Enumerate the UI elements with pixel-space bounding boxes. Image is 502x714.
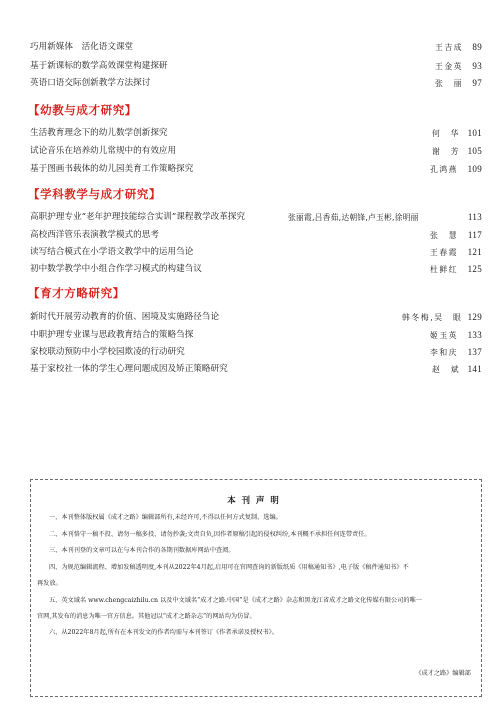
toc-item[interactable] (30, 329, 482, 342)
toc-item-page: 93 (472, 61, 482, 71)
toc-item-page: 133 (467, 330, 482, 340)
toc-item-author: 王金英 (435, 62, 464, 71)
toc-item[interactable] (30, 346, 482, 359)
toc-item[interactable] (30, 363, 482, 376)
toc-item-page: 121 (467, 247, 482, 257)
toc-item[interactable] (30, 145, 482, 158)
notice-line: 五、英文域名 www.chengcaizhilu.cn 以及中文域名“成才之路.中国”是《成才之路》杂志和黑龙江省成才之路文化传媒有限公司的唯一 (49, 597, 422, 604)
notice-line: 六、从2022年8月起,所有在本刊发文的作者均需与本刊签订《作者承诺及授权书》。 (49, 629, 278, 636)
toc-item-page: 125 (467, 264, 482, 274)
notice-line: 官网,其发布的消息为唯一官方信息。其他冠以“成才之路杂志”的网站均为仿冒。 (37, 613, 256, 620)
toc-item-page: 137 (467, 347, 482, 357)
toc-item[interactable] (30, 60, 482, 73)
section-heading: 【幼教与成才研究】 (28, 103, 137, 117)
toc-item-page: 105 (467, 146, 482, 156)
toc-item-author: 何 华 (432, 129, 461, 138)
toc-item-page: 141 (467, 364, 482, 374)
toc-item[interactable] (30, 77, 482, 90)
toc-item-page: 117 (467, 230, 482, 240)
toc-item-title: 初中数学教学中小组合作学习模式的构建刍议 (30, 264, 202, 274)
section-heading: 【育才方略研究】 (28, 286, 125, 300)
toc-item-title: 高职护理专业“老年护理技能综合实训”课程教学改革探究 (30, 212, 246, 222)
toc-item[interactable] (30, 41, 482, 54)
notice-line: 再发放。 (37, 580, 62, 587)
toc-item-author: 韩冬梅,吴 眼 (402, 313, 463, 322)
toc-item-author: 李和庆 (430, 348, 459, 357)
notice-title: 本刊声明 (227, 495, 285, 505)
toc-item-title: 英语口语交际创新教学方法探讨 (30, 78, 151, 88)
toc-item-title: 家校联动预防中小学校园欺凌的行动研究 (30, 347, 185, 357)
toc-item-author: 杜鲜红 (430, 265, 459, 274)
toc-item-author: 赵 斌 (432, 365, 461, 374)
toc-item-author: 孔鸿燕 (430, 165, 459, 174)
toc-item-author: 王春霞 (430, 248, 459, 257)
notice-line: 一、本刊整体版权属《成才之路》编辑部所有,未经许可,不得以任何方式复制、选编。 (49, 514, 282, 521)
toc-item-title: 读写结合模式在小学语文教学中的运用刍论 (30, 247, 194, 257)
toc-item-title: 基于家校社一体的学生心理问题成因及矫正策略研究 (30, 364, 228, 374)
toc-item-title: 高校西洋管乐表演教学模式的思考 (30, 230, 159, 240)
toc-item[interactable] (30, 127, 482, 140)
toc-item-title: 新时代开展劳动教育的价值、困境及实施路径刍论 (30, 312, 220, 322)
toc-item-author: 张 慧 (430, 231, 459, 240)
toc-item-title: 试论音乐在培养幼儿常规中的有效应用 (30, 146, 177, 156)
toc-item-author: 张 丽 (435, 79, 464, 88)
toc-item-title: 巧用新媒体 活化语文课堂 (30, 42, 134, 52)
toc-item[interactable] (30, 246, 482, 259)
toc-item-author: 姬玉英 (430, 331, 459, 340)
toc-item-author: 谢 芳 (432, 147, 461, 156)
section-heading: 【学科教学与成才研究】 (28, 187, 162, 201)
toc-item[interactable] (30, 311, 482, 324)
notice-box (30, 479, 482, 697)
toc-item[interactable] (30, 211, 482, 224)
toc-item-page: 101 (467, 128, 482, 138)
toc-item[interactable] (30, 229, 482, 242)
toc-item-title: 基于新课标的数学高效课堂构建探研 (30, 61, 168, 71)
toc-item-author: 张丽霞,吕香茹,达朝锋,卢玉彬,徐明丽 (288, 213, 419, 222)
toc-item-author: 王吉成 (435, 43, 464, 52)
toc-item-page: 109 (467, 164, 482, 174)
toc-item-title: 生活教育理念下的幼儿数学创新探究 (30, 128, 168, 138)
toc-item-page: 89 (472, 42, 482, 52)
notice-signature: 《成才之路》编辑部 (415, 670, 471, 677)
toc-item-page: 129 (467, 312, 482, 322)
notice-line: 二、本刊恪守一稿不投、请勿一稿多投、请勿抄袭;文责自负,因作者原稿引起的侵权纠纷,本刊概不承担任何连带责任。 (49, 531, 371, 538)
toc-item-page: 113 (467, 212, 482, 222)
notice-line: 三、本刊刊登的文章可以在与本刊合作的各期刊数据库网站中查阅。 (49, 547, 235, 554)
toc-item[interactable] (30, 263, 482, 276)
toc-item-title: 中职护理专业课与思政教育结合的策略刍探 (30, 330, 194, 340)
toc-item-page: 97 (472, 78, 482, 88)
toc-item-title: 基于图画书载体的幼儿园美育工作策略探究 (30, 164, 194, 174)
notice-line: 四、为规范编辑流程、增加发稿透明度,本刊从2022年4月起,启用可在官网查询的新版纸质《用稿通知书》,电子版《稿件通知书》不 (49, 564, 409, 571)
toc-item[interactable] (30, 163, 482, 176)
